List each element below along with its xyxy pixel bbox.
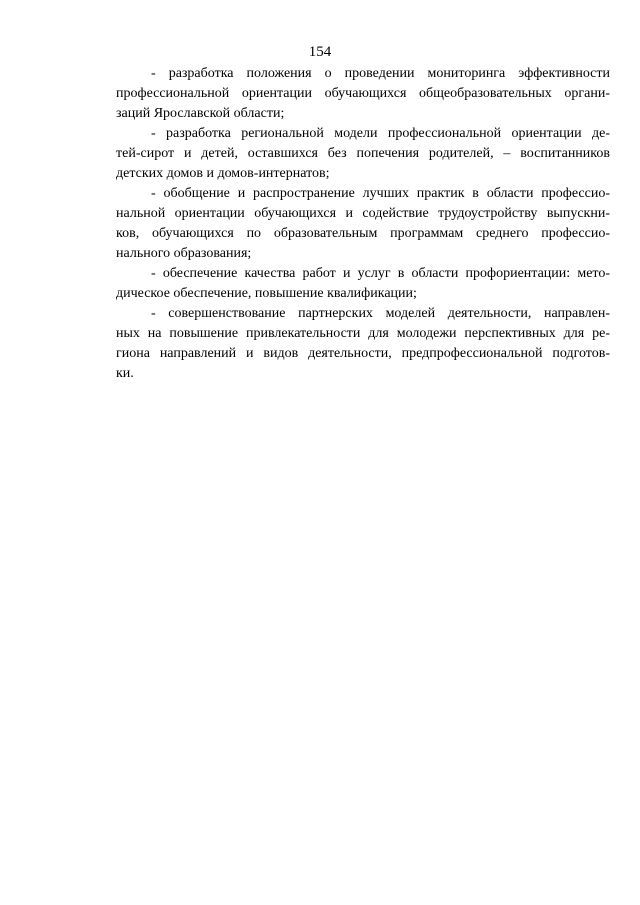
paragraph-line: ков, обучающихся по образовательным программам среднего профессио- bbox=[116, 226, 610, 241]
paragraph-line: тей-сирот и детей, оставшихся без попечения родителей, – воспитанников bbox=[116, 146, 610, 161]
paragraph-line: - обобщение и распространение лучших практик в области профессио- bbox=[151, 186, 610, 201]
paragraph-line: ки. bbox=[116, 366, 134, 381]
document-body bbox=[116, 64, 610, 384]
paragraph-1 bbox=[116, 64, 610, 124]
paragraph-3 bbox=[116, 184, 610, 264]
paragraph-2 bbox=[116, 124, 610, 184]
paragraph-line: - разработка положения о проведении мониторинга эффективности bbox=[151, 66, 610, 81]
paragraph-line: - совершенствование партнерских моделей деятельности, направлен- bbox=[151, 306, 610, 321]
paragraph-line: нального образования; bbox=[116, 246, 252, 261]
paragraph-line: детских домов и домов-интернатов; bbox=[116, 166, 330, 181]
paragraph-line: ных на повышение привлекательности для молодежи перспективных для ре- bbox=[116, 326, 610, 341]
paragraph-line: нальной ориентации обучающихся и содействие трудоустройству выпускни- bbox=[116, 206, 610, 221]
paragraph-line: - обеспечение качества работ и услуг в области профориентации: мето- bbox=[151, 266, 610, 281]
paragraph-line: профессиональной ориентации обучающихся общеобразовательных органи- bbox=[116, 86, 610, 101]
paragraph-line: дическое обеспечение, повышение квалификации; bbox=[116, 286, 417, 301]
paragraph-line: гиона направлений и видов деятельности, предпрофессиональной подготов- bbox=[116, 346, 610, 361]
paragraph-line: - разработка региональной модели профессиональной ориентации де- bbox=[151, 126, 610, 141]
paragraph-line: заций Ярославской области; bbox=[116, 106, 285, 121]
paragraph-4 bbox=[116, 264, 610, 304]
page-number: 154 bbox=[308, 44, 332, 60]
paragraph-5 bbox=[116, 304, 610, 384]
